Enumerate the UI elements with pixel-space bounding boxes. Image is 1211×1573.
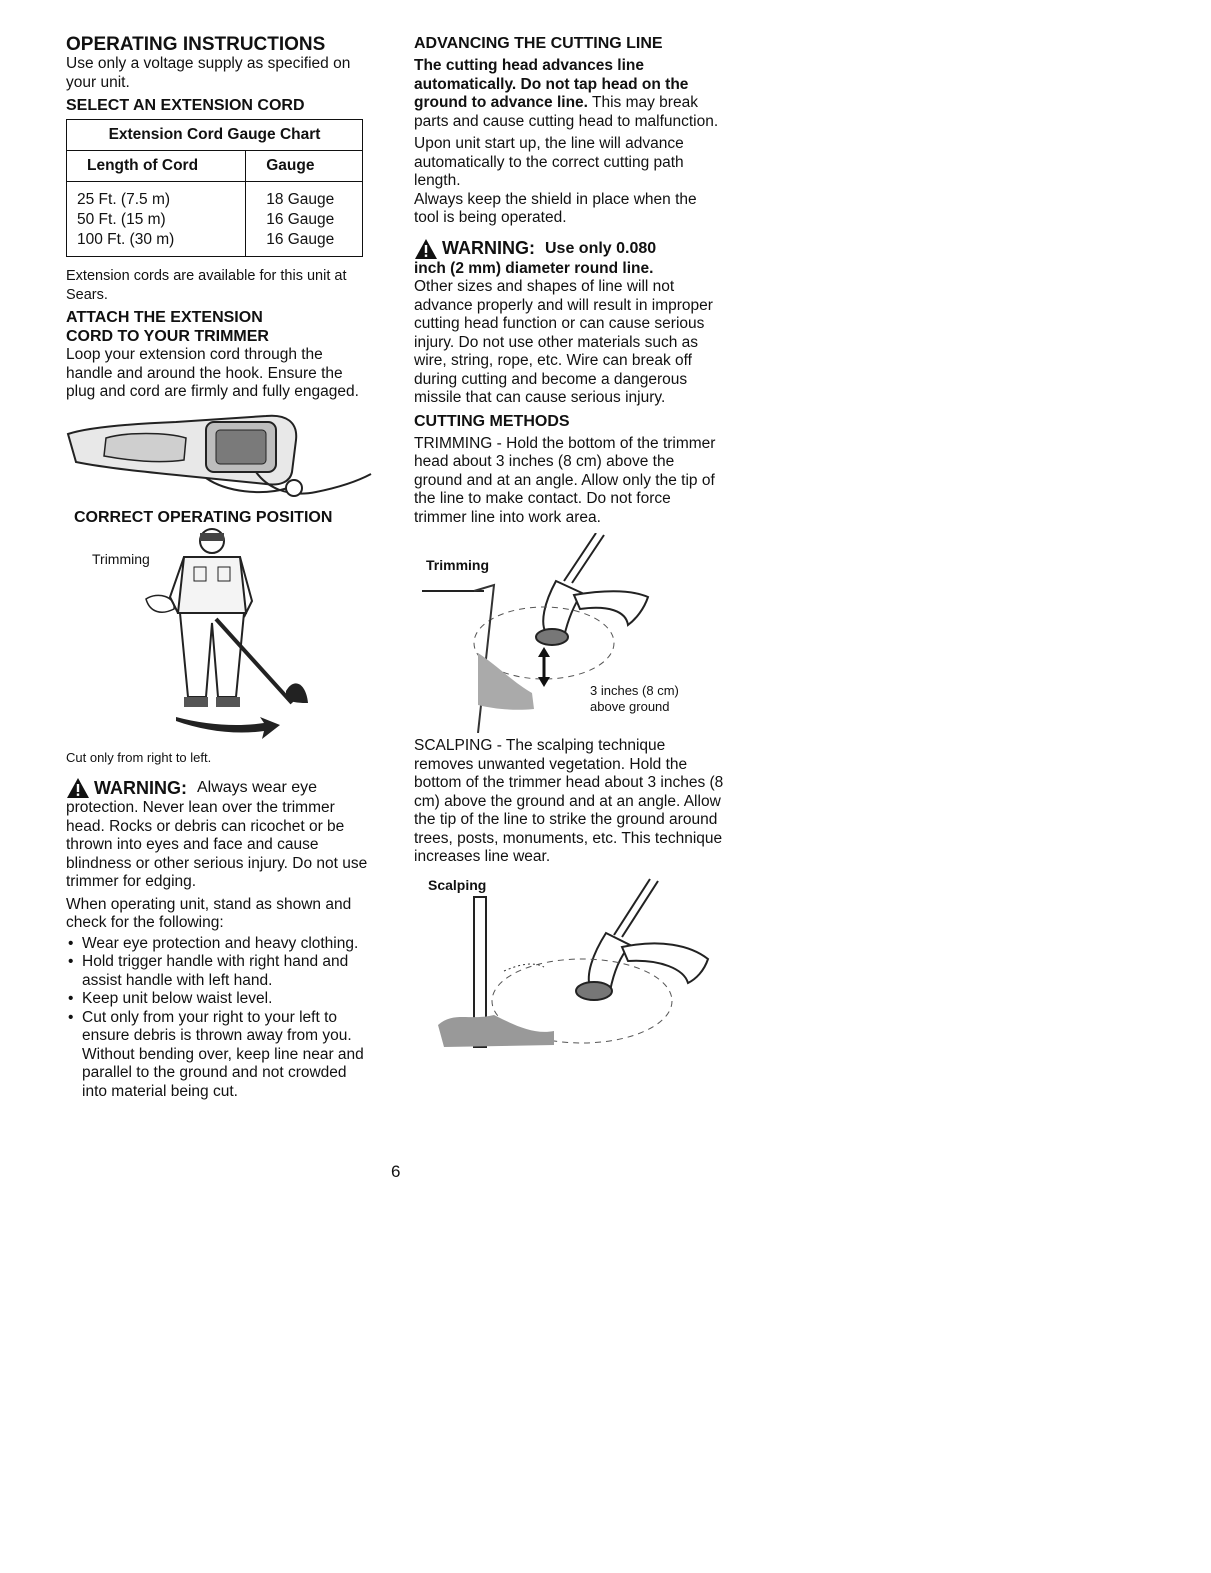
warning-lead-text: Use only 0.080 [545, 239, 657, 257]
right-column [414, 34, 724, 1055]
gauge-cells [246, 182, 363, 257]
warning-label: WARNING: [94, 777, 187, 798]
heading-operating-instructions: OPERATING INSTRUCTIONS [66, 34, 326, 55]
advancing-normal-text: This may break parts and cause cutting head to malfunction. [414, 94, 719, 130]
shield-paragraph: Always keep the shield in place when the tool is being operated. [414, 190, 697, 226]
chart-title: Extension Cord Gauge Chart [67, 120, 363, 151]
heading-cutting-methods: CUTTING METHODS [414, 412, 570, 430]
table-cell: 25 Ft. (7.5 m) [77, 191, 171, 208]
advancing-paragraph [414, 57, 724, 131]
table-cell: 16 Gauge [266, 231, 335, 248]
list-item: • Wear eye protection and heavy clothing. [66, 935, 372, 954]
scalping-figure [414, 875, 724, 1055]
height-caption-2: above ground [590, 699, 670, 714]
trimming-figure [414, 533, 724, 733]
list-item: • Hold trigger handle with right hand and assist handle with left hand. [66, 953, 372, 990]
cut-direction-caption: Cut only from right to left. [66, 749, 212, 765]
column-header-gauge: Gauge [246, 151, 363, 182]
table-cell: 18 Gauge [266, 191, 335, 208]
extension-cord-gauge-chart [66, 119, 363, 257]
warning-paragraph: Other sizes and shapes of line will not advance properly and will result in improper cutting head function or can cause serious injury. Do not use other materials such as wire, string, rope, etc. Wire can break off during cutting and become a dangerous missile that can cause serious injury. [414, 278, 713, 406]
heading-attach-1: ATTACH THE EXTENSION [66, 309, 263, 326]
column-header-length: Length of Cord [67, 151, 246, 182]
voltage-paragraph: Use only a voltage supply as specified on your unit. [66, 55, 351, 91]
heading-advancing-cutting-line: ADVANCING THE CUTTING LINE [414, 35, 663, 52]
table-cell: 16 Gauge [266, 211, 335, 228]
table-cell: 100 Ft. (30 m) [77, 231, 175, 248]
trimmer-handle-illustration [66, 402, 372, 502]
left-column [66, 34, 372, 1101]
list-item: • Cut only from your right to your left to ensure debris is thrown away from you. Without bending over, keep line near and parallel to the ground and not crowded into material being cut. [66, 1009, 372, 1102]
trimming-paragraph: TRIMMING - Hold the bottom of the trimmer head about 3 inches (8 cm) above the ground and at an angle. Allow only the tip of the line to make contact. Do not force trimmer line into work area. [414, 434, 716, 526]
operator-figure [66, 527, 372, 745]
height-caption-1: 3 inches (8 cm) [590, 683, 679, 698]
page-number: 6 [391, 1162, 401, 1181]
warning-line-size [414, 238, 724, 260]
warning-paragraph: protection. Never lean over the trimmer head. Rocks or debris can ricochet or be thrown into eyes and face and cause blindness or other serious injury. Do not use trimmer for edging. [66, 799, 368, 890]
scalping-illustration [414, 875, 724, 1055]
figure-label-trimming: Trimming [92, 550, 150, 567]
advancing-bold-text: The cutting head advances line automatically. Do not tap head on the ground to advance line. [414, 57, 689, 111]
trimming-illustration [414, 533, 724, 733]
warning-label: WARNING: [442, 238, 535, 258]
operator-illustration [66, 527, 372, 745]
table-cell: 50 Ft. (15 m) [77, 211, 166, 228]
attach-paragraph: Loop your extension cord through the handle and around the hook. Ensure the plug and cord are firmly and fully engaged. [66, 346, 359, 400]
figure-label-trimming: Trimming [426, 557, 490, 573]
length-cells [67, 182, 246, 257]
warning-lead-text: Always wear eye [197, 779, 318, 796]
warning-triangle-icon [66, 777, 90, 799]
warning-bold-line: inch (2 mm) diameter round line. [414, 259, 654, 277]
figure-label-scalping: Scalping [428, 876, 487, 893]
heading-attach-2: CORD TO YOUR TRIMMER [66, 328, 269, 345]
startup-paragraph: Upon unit start up, the line will advance automatically to the correct cutting path length. [414, 135, 684, 189]
warning-triangle-icon [414, 238, 438, 260]
checklist [66, 935, 372, 1102]
list-item: • Keep unit below waist level. [66, 990, 372, 1009]
heading-select-extension-cord: SELECT AN EXTENSION CORD [66, 97, 305, 114]
stand-paragraph: When operating unit, stand as shown and check for the following: [66, 895, 352, 931]
heading-correct-operating-position: CORRECT OPERATING POSITION [74, 508, 333, 526]
availability-paragraph: Extension cords are available for this unit at Sears. [66, 268, 347, 303]
warning-eye-protection [66, 777, 372, 799]
scalping-paragraph: SCALPING - The scalping technique removes unwanted vegetation. Hold the bottom of the trimmer head about 3 inches (8 cm) above the ground and at an angle. Allow the tip of the line to strike the ground around trees, posts, monuments, etc. This technique increases line wear. [414, 737, 724, 865]
